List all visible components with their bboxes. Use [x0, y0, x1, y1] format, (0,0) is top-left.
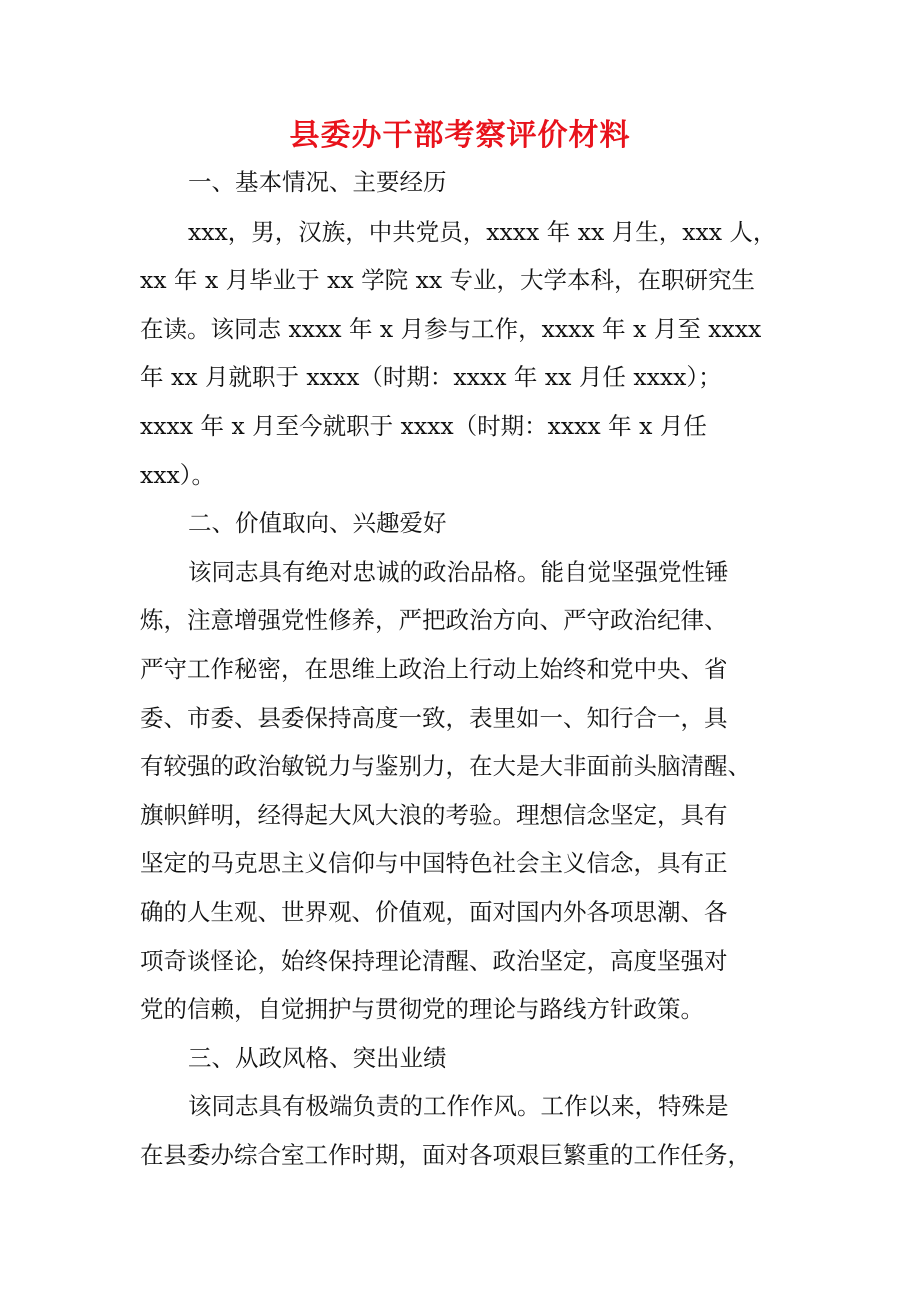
- paragraph-line: 坚定的马克思主义信仰与中国特色社会主义信念，具有正: [140, 849, 728, 877]
- paragraph-line: 在读。该同志 xxxx 年 x 月参与工作，xxxx 年 x 月至 xxxx: [140, 315, 762, 343]
- paragraph-line: 炼，注意增强党性修养，严把政治方向、严守政治纪律、: [140, 606, 728, 634]
- paragraph-line: 在县委办综合室工作时期，面对各项艰巨繁重的工作任务，: [140, 1141, 751, 1169]
- paragraph-line: 旗帜鲜明，经得起大风大浪的考验。理想信念坚定，具有: [140, 801, 728, 829]
- paragraph-line: xxx）。: [140, 461, 216, 489]
- document-title: 县委办干部考察评价材料: [289, 118, 631, 153]
- paragraph-line: xx 年 x 月毕业于 xx 学院 xx 专业，大学本科，在职研究生: [140, 266, 756, 294]
- paragraph-line: 有较强的政治敏锐力与鉴别力，在大是大非面前头脑清醒、: [140, 752, 751, 780]
- paragraph-line: 党的信赖，自觉拥护与贯彻党的理论与路线方针政策。: [140, 995, 704, 1023]
- section-heading-3: 三、从政风格、突出业绩: [188, 1044, 447, 1072]
- paragraph-line: 项奇谈怪论，始终保持理论清醒、政治坚定，高度坚强对: [140, 947, 728, 975]
- paragraph-line: 确的人生观、世界观、价值观，面对国内外各项思潮、各: [140, 898, 728, 926]
- paragraph-line: 年 xx 月就职于 xxxx（时期：xxxx 年 xx 月任 xxxx）；: [140, 363, 722, 391]
- paragraph-line: 严守工作秘密，在思维上政治上行动上始终和党中央、省: [140, 655, 728, 683]
- paragraph-line: xxx，男，汉族，中共党员，xxxx 年 xx 月生，xxx 人，: [188, 218, 777, 246]
- section-heading-1: 一、基本情况、主要经历: [188, 168, 447, 196]
- section-heading-2: 二、价值取向、兴趣爱好: [188, 509, 447, 537]
- paragraph-line: 该同志具有极端负责的工作作风。工作以来，特殊是: [188, 1092, 729, 1120]
- paragraph-line: 该同志具有绝对忠诚的政治品格。能自觉坚强党性锤: [188, 558, 729, 586]
- paragraph-line: xxxx 年 x 月至今就职于 xxxx（时期：xxxx 年 x 月任: [140, 412, 707, 440]
- paragraph-line: 委、市委、县委保持高度一致，表里如一、知行合一，具: [140, 704, 728, 732]
